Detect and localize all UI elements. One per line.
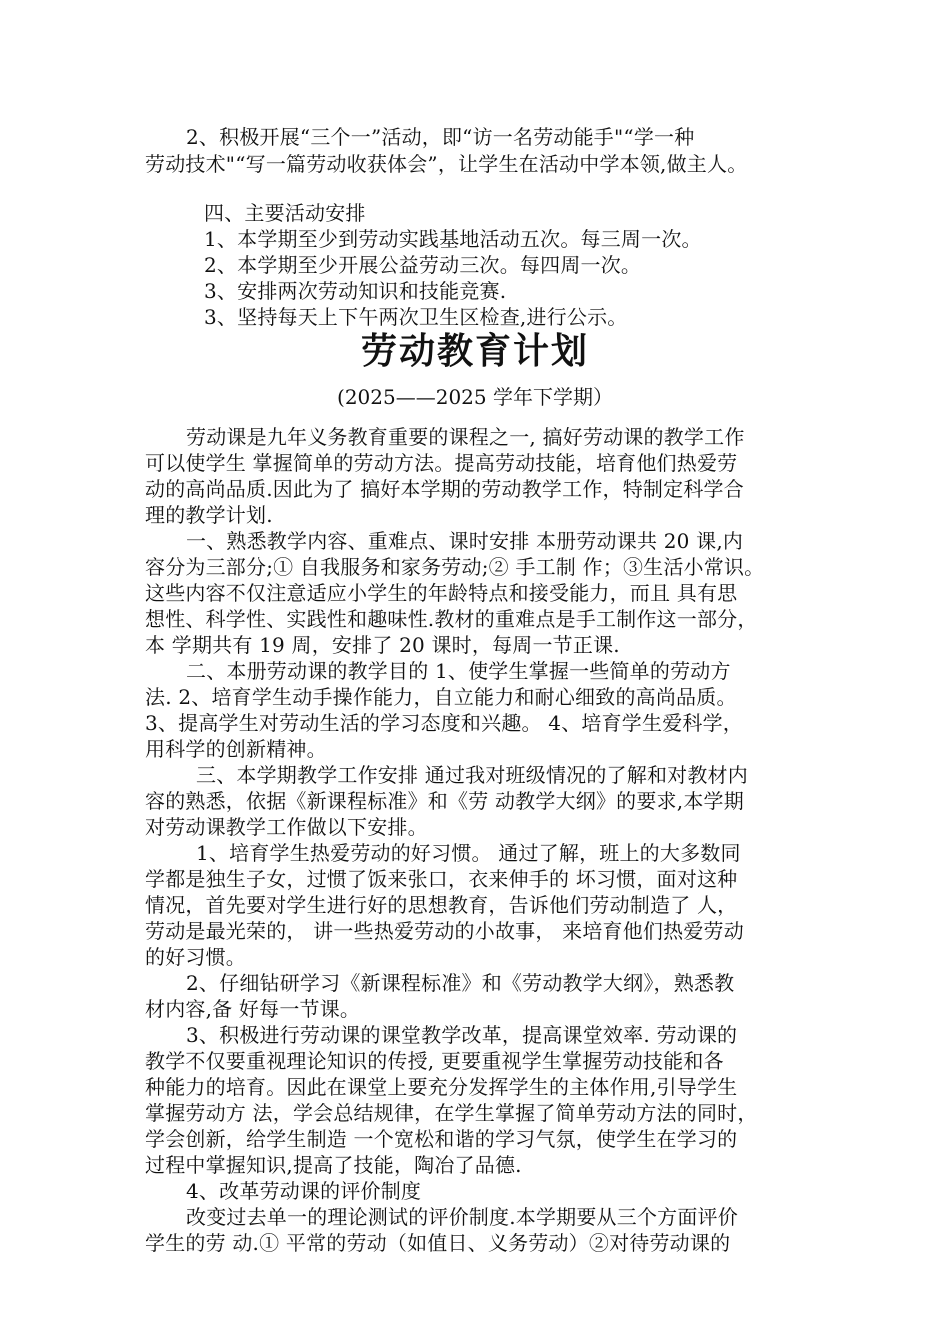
document-subtitle: (2025——2025 学年下学期） (337, 385, 613, 409)
list-item: 3、坚持每天上下午两次卫生区检查,进行公示。 (204, 305, 628, 329)
paragraph-line: 4、改革劳动课的评价制度 (186, 1179, 422, 1203)
paragraph-line: 理的教学计划. (145, 503, 273, 527)
paragraph-line: 材内容,备 好每一节课。 (145, 997, 361, 1021)
paragraph-line: 劳动技术"“写一篇劳动收获体会”，让学生在活动中学本领,做主人。 (145, 152, 748, 176)
paragraph-line: 本 学期共有 19 周，安排了 20 课时，每周一节正课. (145, 633, 620, 657)
paragraph-line: 三、本学期教学工作安排 通过我对班级情况的了解和对教材内 (196, 763, 748, 787)
list-item: 3、安排两次劳动知识和技能竞赛. (204, 279, 507, 303)
paragraph-line: 的好习惯。 (145, 945, 246, 969)
paragraph-line: 改变过去单一的理论测试的评价制度.本学期要从三个方面评价 (186, 1205, 738, 1229)
paragraph-line: 可以使学生 掌握简单的劳动方法。提高劳动技能，培育他们热爱劳 (145, 451, 738, 475)
paragraph-line: 劳动是最光荣的， 讲一些热爱劳动的小故事， 来培育他们热爱劳动 (145, 919, 744, 943)
paragraph-line: 容分为三部分;① 自我服务和家务劳动;② 手工制 作；③生活小常识。 (145, 555, 765, 579)
paragraph-line: 过程中掌握知识,提高了技能，陶冶了品德. (145, 1153, 522, 1177)
paragraph-line: 学生的劳 动.① 平常的劳动（如值日、义务劳动）②对待劳动课的 (145, 1231, 731, 1255)
paragraph-line: 掌握劳动方 法，学会总结规律，在学生掌握了简单劳动方法的同时， (145, 1101, 758, 1125)
paragraph-line: 法. 2、培育学生动手操作能力，自立能力和耐心细致的高尚品质。 (145, 685, 737, 709)
paragraph-line: 2、仔细钻研学习《新课程标准》和《劳动教学大纲》，熟悉教 (186, 971, 735, 995)
paragraph-line: 情况，首先要对学生进行好的思想教育，告诉他们劳动制造了 人， (145, 893, 738, 917)
paragraph-line: 对劳动课教学工作做以下安排。 (145, 815, 428, 839)
paragraph-line: 3、积极进行劳动课的课堂教学改革，提高课堂效率. 劳动课的 (186, 1023, 738, 1047)
paragraph-line: 学都是独生子女，过惯了饭来张口，衣来伸手的 坏习惯，面对这种 (145, 867, 738, 891)
list-item: 2、本学期至少开展公益劳动三次。每四周一次。 (204, 253, 642, 277)
paragraph-line: 容的熟悉，依据《新课程标准》和《劳 动教学大纲》的要求,本学期 (145, 789, 744, 813)
paragraph-line: 二、本册劳动课的教学目的 1、使学生掌握一些简单的劳动方 (186, 659, 731, 683)
paragraph-line: 种能力的培育。因此在课堂上要充分发挥学生的主体作用,引导学生 (145, 1075, 738, 1099)
paragraph-line: 一、熟悉教学内容、重难点、课时安排 本册劳动课共 20 课,内 (186, 529, 744, 553)
paragraph-line: 用科学的创新精神。 (145, 737, 327, 761)
paragraph-line: 教学不仅要重视理论知识的传授, 更要重视学生掌握劳动技能和各 (145, 1049, 724, 1073)
section-heading: 四、主要活动安排 (204, 201, 366, 225)
paragraph-line: 学会创新，给学生制造 一个宽松和谐的学习气氛，使学生在学习的 (145, 1127, 738, 1151)
paragraph-line: 2、积极开展“三个一”活动，即“访一名劳动能手"“学一种 (186, 125, 695, 149)
paragraph-line: 想性、科学性、实践性和趣味性.教材的重难点是手工制作这一部分， (145, 607, 758, 631)
paragraph-line: 动的高尚品质.因此为了 搞好本学期的劳动教学工作，特制定科学合 (145, 477, 744, 501)
paragraph-line: 这些内容不仅注意适应小学生的年龄特点和接受能力，而且 具有思 (145, 581, 738, 605)
paragraph-line: 1、培育学生热爱劳动的好习惯。 通过了解，班上的大多数同 (196, 841, 741, 865)
document-title: 劳动教育计划 (360, 331, 589, 372)
paragraph-line: 劳动课是九年义务教育重要的课程之一, 搞好劳动课的教学工作 (186, 425, 745, 449)
paragraph-line: 3、提高学生对劳动生活的学习态度和兴趣。 4、培育学生爱科学， (145, 711, 744, 735)
list-item: 1、本学期至少到劳动实践基地活动五次。每三周一次。 (204, 227, 702, 251)
